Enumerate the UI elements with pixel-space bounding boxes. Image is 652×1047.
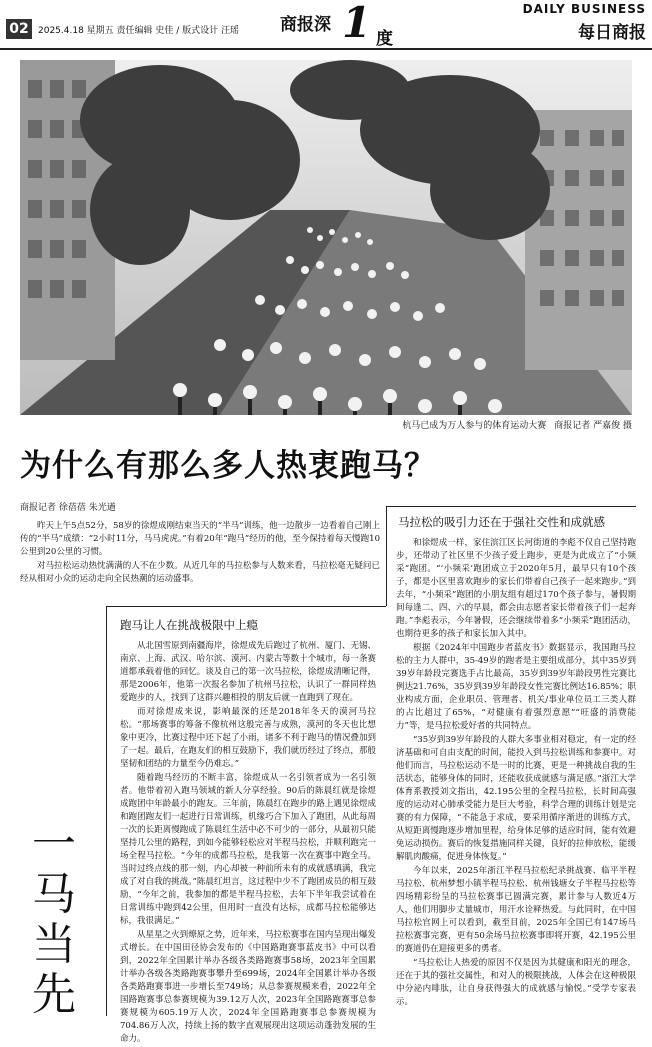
brand-chinese: 每日商报 — [578, 23, 646, 43]
section1-paragraph: 从北国雪原到南疆海岸，徐煜成先后跑过了杭州、厦门、无锡、南京、上海、武汉、哈尔滨、漠河、内蒙古等数十个城市，每一条赛道都承载着他的回忆。谈及自己的第一次马拉松，徐煜成清晰记得，那是2006年，他第一次报名参加了杭州马拉松，认识了一群同样热爱跑步的人，找到了这群兴趣相投的朋友后就一直跑到了现在。 — [120, 641, 376, 703]
section2-paragraph: “35岁到39岁年龄段的人群大多事业相对稳定，有一定的经济基础和可自由支配的时间，能投入到马拉松训练和参赛中。对他们而言，马拉松运动不是一时的比赛，更是一种挑战自我的生活状态，能够身体的同时，还能收获成就感与满足感。”浙江大学体育系教授刘文指出，42.195公里的全程马拉松，长时间高强度的运动对心肺承受能力是巨大考验，科学合理的训练计划是完赛的有力保障，“不能急于求成，要采用循序渐进的训练方式，从短距离慢跑逐步增加里程，给身体足够的适应时间，能有效避免运动损伤。赛后的恢复措施同样关键，良好的拉伸放松，能缓解肌肉酸痛，促进身体恢复。” — [396, 735, 636, 862]
intro-paragraph: 昨天上午5点52分，58岁的徐煜成刚结束当天的“半马”训练，他一边散步一边看着自己刚上传的“半马”成绩：“2小时11分，马马虎虎。”有着20年“跑马”经历的他，至今保持着每天慢跑10公里到20公里的习惯。 — [20, 521, 380, 557]
section1-column — [120, 640, 376, 1047]
section1-title: 跑马让人在挑战极限中上瘾 — [120, 618, 258, 632]
photo-caption — [402, 418, 632, 431]
frame-divider — [106, 606, 386, 607]
byline: 商报记者 徐蓓蓓 朱光遒 — [20, 503, 116, 513]
brand-english: DAILY BUSINESS — [522, 2, 646, 16]
section2-column — [396, 537, 636, 1010]
photo-credit: 商报记者 严嘉俊 摄 — [554, 421, 632, 431]
section1-paragraph: 而对徐煜成来说，影响最深的还是2018年冬天的漠河马拉松。“那场赛事的筹备不像杭州这般完善与成熟，漠河的冬天也比想象中更冷，比赛过程中还下起了小雨，诸多不利于跑马的情况叠加到了一起。最后，在跑友们的相互鼓励下，我们就历经过了终点，那般坚韧和团结的力量至今仍难忘。” — [120, 707, 376, 769]
intro-column — [20, 520, 380, 587]
frame-divider — [386, 506, 636, 507]
section1-paragraph: 从星星之火到燎原之势，近年来，马拉松赛事在国内呈现出爆发式增长。在中国田径协会发布的《中国路跑赛事蓝皮书》中可以看到，2022年全国累计举办各级各类路跑赛事58场，2023年全国累计举办各级各类路跑赛事攀升至699场，2024年全国累计举办各级各类路跑赛事进一步增长至749场；从总参赛规模来看，2022年全国路跑赛事总参赛规模为39.12万人次，2023年全国路跑赛事总参赛规模为605.19万人次，2024年全国路跑赛事总参赛规模为704.86万人次，持续上扬的数字直观展现出这项运动蓬勃发展的生命力。 — [120, 930, 376, 1044]
page-number: 02 — [6, 19, 32, 39]
column-title — [280, 2, 410, 48]
section1-paragraph: 随着跑马经历的不断丰富，徐煜成从一名引领者成为一名引领者。他带着初入跑马领域的新人分享经验。90后的陈晨红就是徐煜成跑团中年龄最小的跑友。三年前，陈晨红在跑步的路上遇见徐煜成和跑团跑友们一起进行日常训练，机缘巧合下加入了跑团，从此每周一次的长距离慢跑成了陈晨红生活中必不可少的一部分，从最初只能坚持几公里的路程，到如今能够轻松应对半程马拉松，并顺利跑完一场全程马拉松。“今年的成都马拉松，是我第一次在赛事中跑全马。当时过终点线的那一刻，内心却被一种前所未有的成就感填满，我完成了对自我的挑战。”陈晨红坦言，这过程中少不了跑团成员的相互鼓励，“今年之前，我参加的都是半程马拉松，去年下半年我尝试着在日常训练中跑到42公里，但用时一直没有达标，成都马拉松能够达标，我很满足。” — [120, 773, 376, 926]
page-header — [0, 0, 652, 50]
article-headline: 为什么有那么多人热衷跑马？ — [20, 448, 436, 484]
marathon-photo-illustration — [20, 60, 632, 415]
section2-paragraph: 和徐煜成一样，家住滨江区长河街道的李彪不仅自己坚持跑步，还带动了社区里不少孩子爱上跑步，更是为此成立了“小频采”跑团。“‘小频采’跑团成立于2020年5月，最早只有10个孩子，都是小区里喜欢跑步的家长们带着自己孩子一起来跑步。”到去年，“小频采”跑团的小朋友组有超过170个孩子参与，暑假期间每逢二、四、六的早晨，都会由志愿者家长带着孩子们一起奔跑。”李彪表示，今年暑假，还会继续带着多“小频采”跑团活动，也期待更多的孩子和家长加入其中。 — [396, 538, 636, 639]
marathon-photo — [20, 60, 632, 415]
side-title-char: 马 — [32, 869, 76, 920]
frame-divider — [106, 606, 107, 1016]
intro-paragraph: 对马拉松运动热忱满满的人不在少数。从近几年的马拉松参与人数来看，马拉松毫无疑问已经从相对小众的运动走向全民热潮的运动盛事。 — [20, 561, 380, 584]
section2-title: 马拉松的吸引力还在于强社交性和成就感 — [398, 515, 605, 529]
side-title-char: 当 — [32, 919, 76, 970]
column-name-big: 1 — [342, 0, 372, 47]
side-title-char: 一 — [32, 819, 76, 870]
column-name-part2: 度 — [376, 29, 393, 49]
date-line: 2025.4.18 星期五 责任编辑 史佳 / 版式设计 汪瑶 — [38, 26, 240, 36]
caption-text: 杭马已成为万人参与的体育运动大赛 — [402, 421, 547, 431]
section2-paragraph: 今年以来，2025年浙江半程马拉松纪录挑战赛、临平半程马拉松、杭州梦想小镇半程马拉松、杭州钱塘女子半程马拉松等四场精彩纷呈的马拉松赛事已圆满完赛，累计参与人数近4万人，他们用脚步丈量城市，用汗水诠释热爱。与此同时，在中国马拉松官网上可以看到，截至目前，2025年全国已有147场马拉松赛事完赛，更有50余场马拉松赛事即将开赛，42.195公里的赛道仍在迎接更多的勇者。 — [396, 866, 636, 954]
section2-paragraph: “马拉松让人热爱的原因不仅是因为其健康和阳光的理念，还在于其的强社交属性，和对人的极限挑战，人体会在这种极限中分泌内啡肽，让自身获得强大的成就感与愉悦。”受学专家表示。 — [396, 958, 636, 1007]
section2-paragraph: 根据《2024年中国跑步者蓝皮书》数据显示，我国跑马拉松的主力人群中，35-49岁的跑者是主要组成部分，其中35岁到39岁年龄段完赛选手占比最高，35岁到39岁年龄段男性完赛比例达21.76%，35岁到39岁年龄段女性完赛比例达16.85%；职业构成方面，企业职员、管理者、机关/事业单位员工三类人群的占比超过了65%，“对健康有着强烈意愿”“旺盛的消费能力”等，是马拉松爱好者的共同特点。 — [396, 643, 636, 731]
side-title-char: 先 — [32, 969, 76, 1020]
side-title — [24, 820, 84, 1020]
column-name-part1: 商报深 — [280, 15, 331, 35]
frame-divider — [386, 506, 387, 606]
